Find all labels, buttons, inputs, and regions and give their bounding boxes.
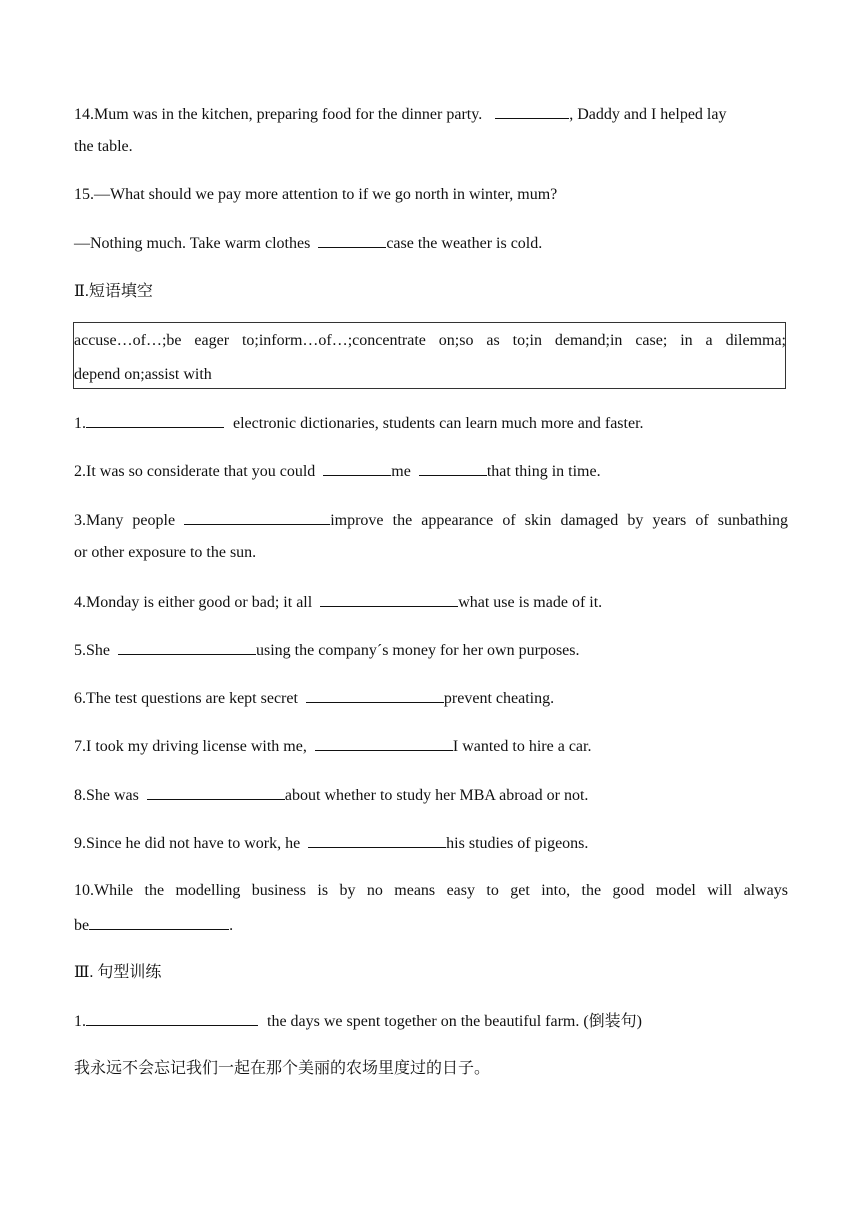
item1-blank[interactable]	[86, 413, 224, 428]
item6	[74, 688, 554, 709]
item8-text-b: about whether to study her MBA abroad or not.	[284, 787, 589, 804]
q15-blank[interactable]	[318, 233, 386, 248]
item9-blank[interactable]	[308, 833, 446, 848]
item2	[74, 461, 601, 482]
item4-text-a: 4.Monday is either good or bad; it all	[74, 594, 313, 611]
section3-heading: Ⅲ. 句型训练	[74, 964, 162, 981]
item2-text-b: me	[391, 463, 411, 480]
sentence1-blank[interactable]	[86, 1011, 258, 1026]
item7	[74, 736, 591, 757]
q14-line1	[74, 104, 726, 125]
item4-text-b: what use is made of it.	[458, 594, 603, 611]
phrase-bank-line2: depend on;assist with	[74, 366, 212, 383]
q15-answer-a: —Nothing much. Take warm clothes	[74, 235, 311, 252]
item1	[74, 413, 644, 434]
item9-text-a: 9.Since he did not have to work, he	[74, 835, 301, 852]
item8-blank[interactable]	[147, 785, 285, 800]
item3-blank[interactable]	[184, 510, 330, 525]
q15-answer	[74, 233, 542, 254]
item2-blank-2[interactable]	[419, 461, 487, 476]
item4	[74, 592, 602, 613]
sentence1-translation: 我永远不会忘记我们一起在那个美丽的农场里度过的日子。	[74, 1060, 491, 1077]
item6-blank[interactable]	[306, 688, 444, 703]
item8-text-a: 8.She was	[74, 787, 139, 804]
item1-text: electronic dictionaries, students can learn much more and faster.	[233, 415, 644, 432]
item9-text-b: his studies of pigeons.	[446, 835, 589, 852]
sentence1-num: 1.	[74, 1013, 86, 1030]
item6-text-a: 6.The test questions are kept secret	[74, 690, 298, 707]
sentence1	[74, 1011, 642, 1032]
item7-text-a: 7.I took my driving license with me,	[74, 738, 307, 755]
q14-text-a: 14.Mum was in the kitchen, preparing food for the dinner party.	[74, 106, 483, 123]
item7-text-b: I wanted to hire a car.	[452, 738, 592, 755]
section2-heading: Ⅱ.短语填空	[74, 283, 153, 300]
item7-blank[interactable]	[315, 736, 453, 751]
item10-text-a: be	[74, 917, 90, 934]
item2-blank-1[interactable]	[323, 461, 391, 476]
q15-question: 15.—What should we pay more attention to if we go north in winter, mum?	[74, 186, 558, 203]
item3-text-a: 3.Many people	[74, 512, 176, 529]
q14-blank[interactable]	[495, 104, 569, 119]
item10-line1: 10.While the modelling business is by no means easy to get into, the good model will always	[74, 882, 788, 899]
item5-blank[interactable]	[118, 640, 256, 655]
item3-line2: or other exposure to the sun.	[74, 544, 257, 561]
item5	[74, 640, 580, 661]
item8	[74, 785, 588, 806]
q14-text-b: , Daddy and I helped lay	[569, 106, 727, 123]
item2-text-c: that thing in time.	[486, 463, 601, 480]
phrase-bank-box	[73, 322, 786, 389]
item10-blank[interactable]	[89, 915, 229, 930]
phrase-bank-line1: accuse…of…;be eager to;inform…of…;concentrate on;so as to;in demand;in case; in a dilemma;	[74, 332, 786, 349]
q14-line2: the table.	[74, 138, 133, 155]
item3-text-b: improve the appearance of skin damaged by years of sunbathing	[330, 512, 789, 529]
item5-text-b: using the company´s money for her own purposes.	[256, 642, 580, 659]
item9	[74, 833, 588, 854]
item1-num: 1.	[74, 415, 86, 432]
sentence1-text: the days we spent together on the beautiful farm. (倒装句)	[267, 1013, 643, 1030]
item5-text-a: 5.She	[74, 642, 110, 659]
item2-text-a: 2.It was so considerate that you could	[74, 463, 316, 480]
item3-line1	[74, 510, 788, 531]
item10-line2	[74, 915, 233, 936]
q15-answer-b: case the weather is cold.	[386, 235, 543, 252]
item4-blank[interactable]	[320, 592, 458, 607]
item6-text-b: prevent cheating.	[443, 690, 555, 707]
item10-text-b: .	[229, 917, 234, 934]
